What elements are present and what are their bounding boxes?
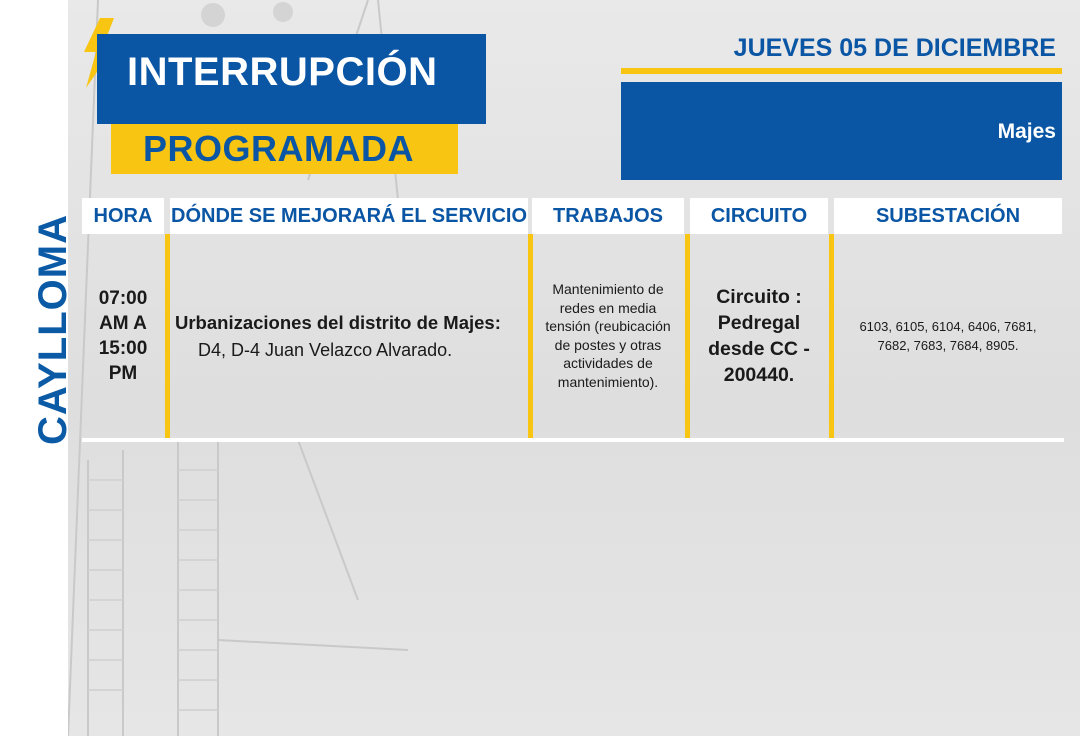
cell-subestacion: [834, 234, 1062, 438]
title-banner: [97, 34, 486, 124]
date-label: JUEVES 05 DE DICIEMBRE: [733, 34, 1056, 62]
circuito-line: desde CC -: [708, 338, 810, 360]
cell-hora: [82, 234, 164, 438]
title-line2: PROGRAMADA: [143, 128, 414, 169]
cell-trabajos: [532, 280, 684, 400]
table-bottom-line: [82, 438, 1064, 442]
trabajos-line: redes en media: [559, 299, 657, 316]
trabajos-line: Mantenimiento de: [552, 281, 664, 297]
trabajos-line: actividades de: [563, 355, 653, 371]
hora-line: AM A: [99, 313, 147, 334]
header-circuito: CIRCUITO: [690, 198, 828, 234]
date-divider: [621, 68, 1062, 74]
subestacion-line: 7682, 7683, 7684, 8905.: [877, 338, 1019, 353]
header-subestacion: SUBESTACIÓN: [834, 198, 1062, 234]
hora-line: 15:00: [98, 338, 148, 359]
circuito-line: Pedregal: [717, 312, 801, 334]
cell-donde: [170, 234, 528, 438]
circuito-line: 200440.: [723, 364, 795, 386]
location-box: [621, 82, 1062, 180]
header-donde: DÓNDE SE MEJORARÁ EL SERVICIO: [170, 198, 528, 234]
header-hora: HORA: [82, 198, 164, 234]
header-trabajos: TRABAJOS: [532, 198, 684, 234]
cell-circuito: [690, 234, 828, 438]
trabajos-line: de postes y otras: [554, 336, 662, 353]
subestacion-line: 6103, 6105, 6104, 6406, 7681,: [859, 319, 1037, 334]
location-label: Majes: [997, 120, 1056, 143]
donde-title: Urbanizaciones del distrito de Majes:: [175, 311, 501, 333]
title-line1: INTERRUPCIÓN: [127, 50, 438, 94]
subtitle-banner: [111, 124, 458, 174]
region-label: CAYLLOMA: [31, 214, 75, 445]
donde-detail: D4, D-4 Juan Velazco Alvarado.: [198, 339, 453, 360]
hora-line: 07:00: [98, 288, 148, 309]
trabajos-line: mantenimiento).: [557, 373, 659, 390]
hora-line: PM: [108, 363, 138, 384]
circuito-line: Circuito :: [716, 286, 802, 308]
trabajos-line: tensión (reubicación: [545, 318, 671, 334]
